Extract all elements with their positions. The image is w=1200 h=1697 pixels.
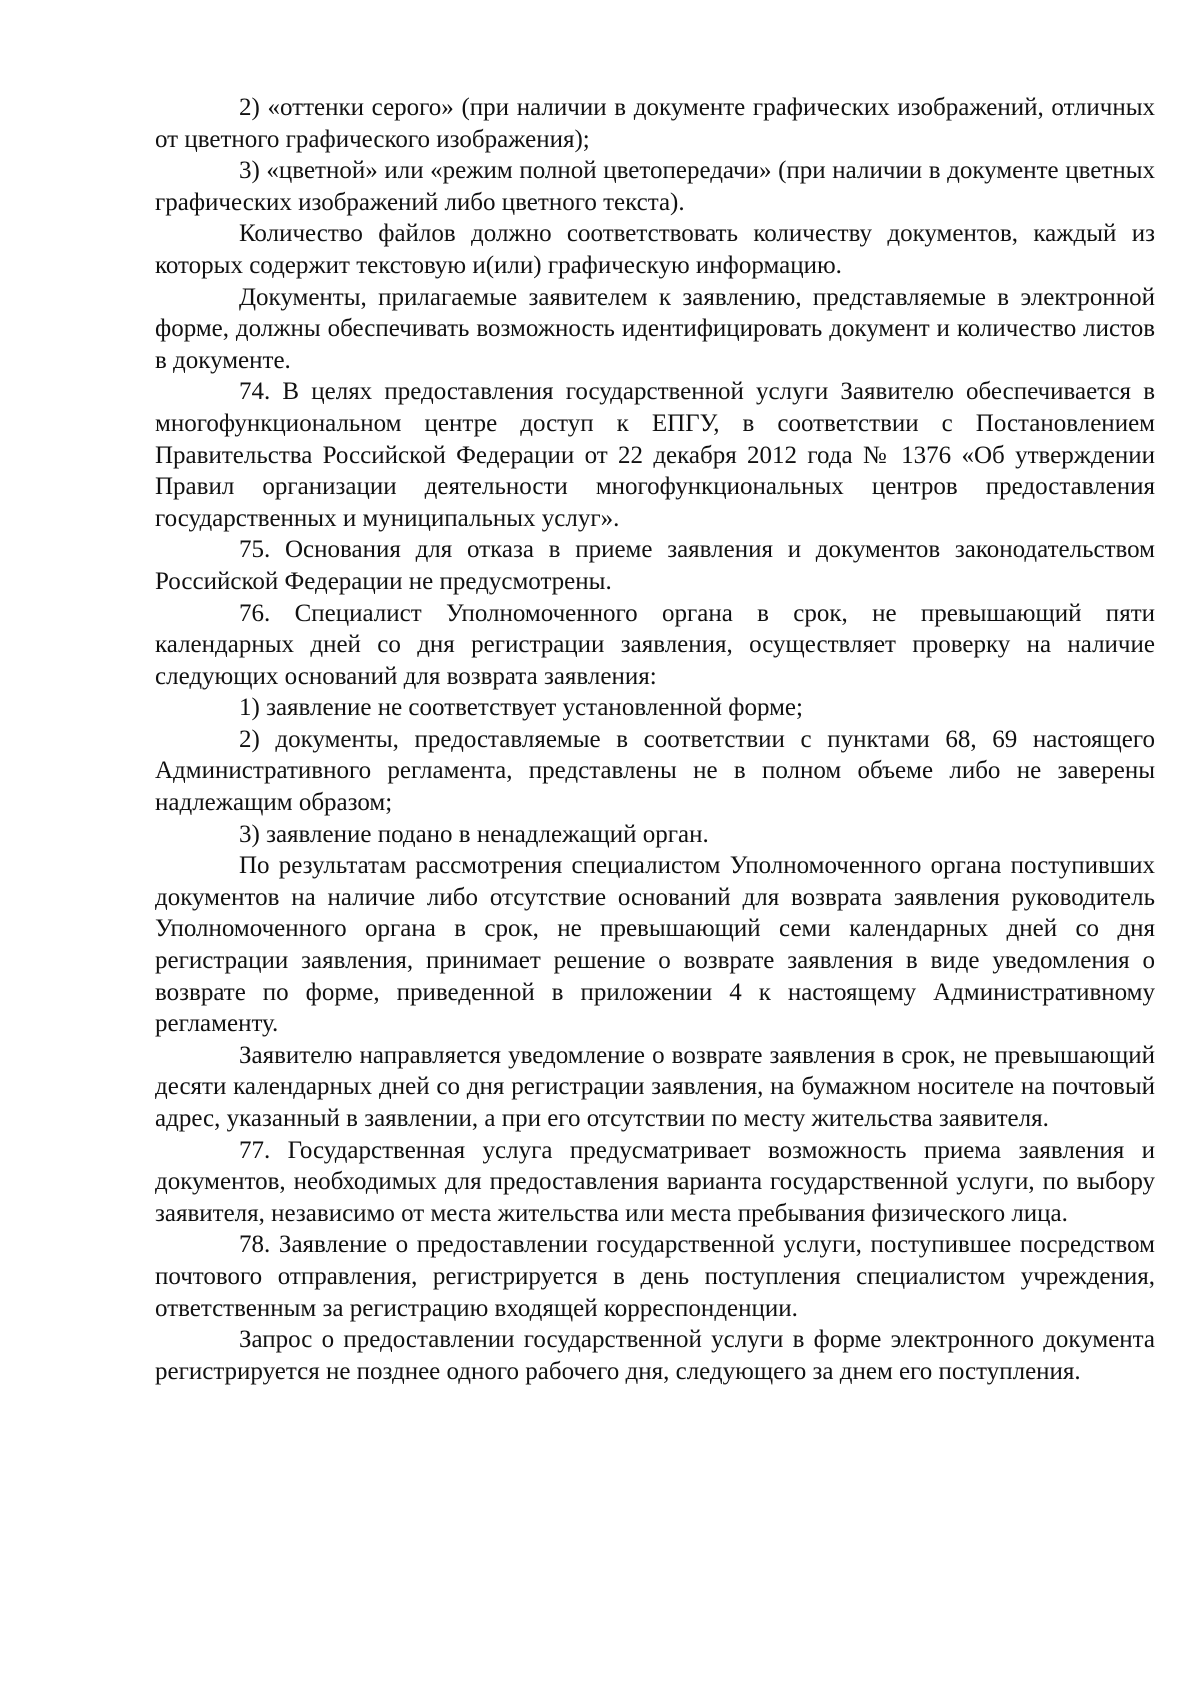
paragraph-item-78: 78. Заявление о предоставлении государственной услуги, поступившее посредством почтового отправления, регистрируется в день поступления специалистом учреждения, ответственным за регистрацию входящей корреспонденции. [155,1231,1155,1322]
paragraph-item-76: 76. Специалист Уполномоченного органа в срок, не превышающий пяти календарных дней со дня регистрации заявления, осуществляет проверку на наличие следующих оснований для возврата заявления: [155,599,1155,690]
paragraph-attached-documents: Документы, прилагаемые заявителем к заявлению, представляемые в электронной форме, должны обеспечивать возможность идентифицировать документ и количество листов в документе. [155,283,1155,374]
paragraph-item-76-2: 2) документы, предоставляемые в соответствии с пунктами 68, 69 настоящего Административного регламента, представлены не в полном объеме либо не заверены надлежащим образом; [155,725,1155,817]
document-body [155,92,1155,1387]
paragraph-item-75: 75. Основания для отказа в приеме заявления и документов законодательством Российской Федерации не предусмотрены. [155,536,1155,595]
paragraph-grayscale-mode: 2) «оттенки серого» (при наличии в документе графических изображений, отличных от цветного графического изображения); [155,94,1155,153]
paragraph-file-count: Количество файлов должно соответствовать количеству документов, каждый из которых содержит текстовую и(или) графическую информацию. [155,220,1155,279]
paragraph-electronic-request: Запрос о предоставлении государственной услуги в форме электронного документа регистрируется не позднее одного рабочего дня, следующего за днем его поступления. [155,1326,1155,1385]
paragraph-item-76-1: 1) заявление не соответствует установленной форме; [239,694,803,722]
paragraph-color-mode: 3) «цветной» или «режим полной цветопередачи» (при наличии в документе цветных графических изображений либо цветного текста). [155,157,1155,216]
paragraph-return-notice: Заявителю направляется уведомление о возврате заявления в срок, не превышающий десяти календарных дней со дня регистрации заявления, на бумажном носителе на почтовый адрес, указанный в заявлении, а при его отсутствии по месту жительства заявителя. [155,1041,1155,1132]
paragraph-item-77: 77. Государственная услуга предусматривает возможность приема заявления и документов, необходимых для предоставления варианта государственной услуги, по выбору заявителя, независимо от места жительства или места пребывания физического лица. [155,1136,1155,1227]
paragraph-return-decision: По результатам рассмотрения специалистом Уполномоченного органа поступивших документов на наличие либо отсутствие оснований для возврата заявления руководитель Уполномоченного органа в срок, не превышающий семи календарных дней со дня регистрации заявления, принимает решение о возврате заявления в виде уведомления о возврате по форме, приведенной в приложении 4 к настоящему Административному регламенту. [155,852,1155,1038]
paragraph-item-76-3: 3) заявление подано в ненадлежащий орган. [239,820,709,848]
paragraph-item-74: 74. В целях предоставления государственной услуги Заявителю обеспечивается в многофункциональном центре доступ к ЕПГУ, в соответствии с Постановлением Правительства Российской Федерации от 22 декабря 2012 года № 1376 «Об утверждении Правил организации деятельности многофункциональных центров предоставления государственных и муниципальных услуг». [155,378,1155,532]
